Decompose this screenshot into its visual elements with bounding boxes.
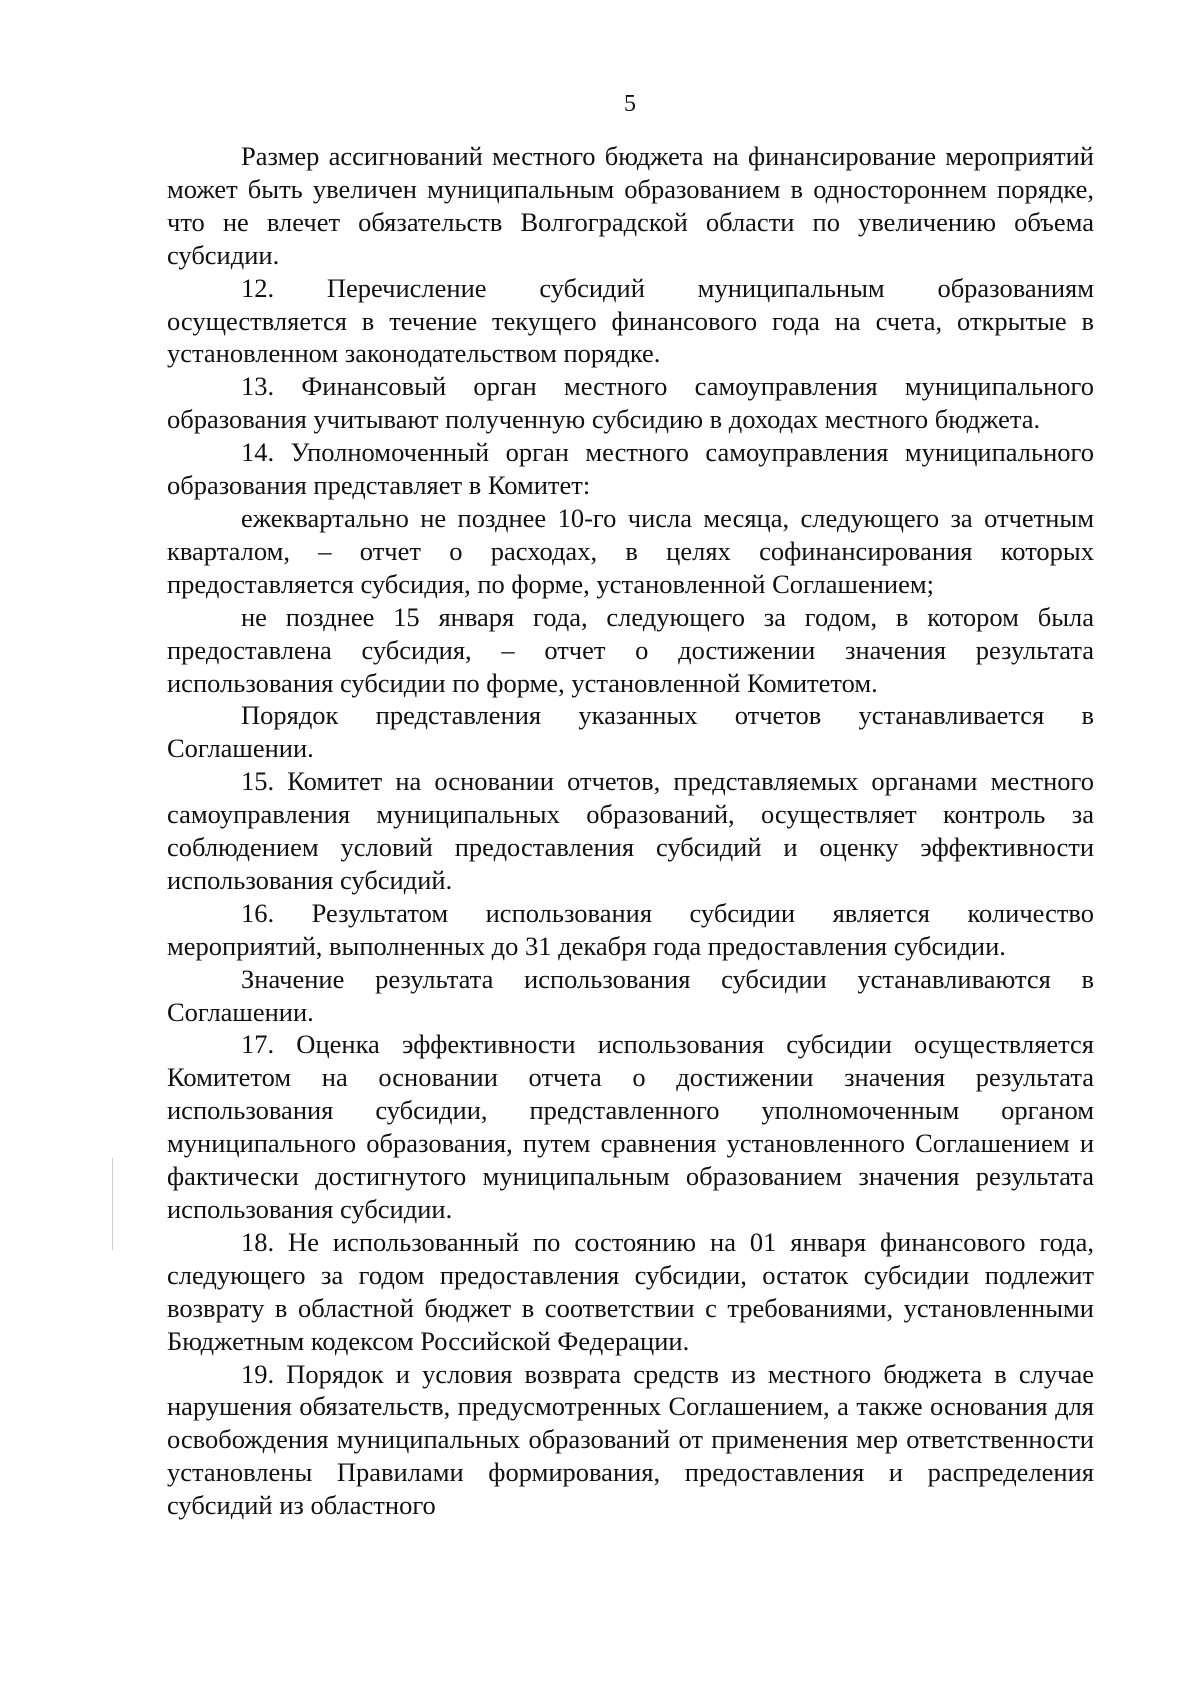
document-body xyxy=(167,140,1094,1522)
paragraph-17: 17. Оценка эффективности использования субсидии осуществляется Комитетом на основании отчета о достижении значения результата использования субсидии, представленного уполномоченным органом муниципального образования, путем сравнения установленного Соглашением и фактически достигнутого муниципальным образованием значения результата использования субсидии. xyxy=(167,1029,1094,1224)
paragraph-reports-procedure: Порядок представления указанных отчетов устанавливается в Соглашении. xyxy=(167,700,1094,764)
paragraph-15: 15. Комитет на основании отчетов, представляемых органами местного самоуправления муниципальных образований, осуществляет контроль за соблюдением условий предоставления субсидий и оценку эффективности использования субсидий. xyxy=(167,766,1094,895)
paragraph-result-value: Значение результата использования субсидии устанавливаются в Соглашении. xyxy=(167,963,1094,1027)
paragraph-14: 14. Уполномоченный орган местного самоуправления муниципального образования представляет в Комитет: xyxy=(167,437,1094,501)
paragraph-19: 19. Порядок и условия возврата средств из местного бюджета в случае нарушения обязательств, предусмотренных Соглашением, а также основания для освобождения муниципальных образований от применения мер ответственности установлены Правилами формирования, предоставления и распределения субсидий из областного xyxy=(167,1358,1094,1521)
paragraph-12: 12. Перечисление субсидий муниципальным образованиям осуществляется в течение текущего финансового года на счета, открытые в установленном законодательством порядке. xyxy=(167,272,1094,369)
paragraph-budget-size: Размер ассигнований местного бюджета на финансирование мероприятий может быть увеличен муниципальным образованием в одностороннем порядке, что не влечет обязательств Волгоградской области по увеличению объема субсидии. xyxy=(167,141,1094,270)
paragraph-13: 13. Финансовый орган местного самоуправления муниципального образования учитывают полученную субсидию в доходах местного бюджета. xyxy=(167,371,1094,435)
paragraph-18: 18. Не использованный по состоянию на 01 января финансового года, следующего за годом предоставления субсидии, остаток субсидии подлежит возврату в областной бюджет в соответствии с требованиями, установленными Бюджетным кодексом Российской Федерации. xyxy=(167,1226,1094,1356)
page-number: 5 xyxy=(624,91,636,117)
paragraph-14-quarterly-report: ежеквартально не позднее 10-го числа месяца, следующего за отчетным кварталом, – отчет о расходах, в целях софинансирования которых предоставляется субсидия, по форме, установленной Соглашением; xyxy=(167,502,1094,599)
scan-margin-mark xyxy=(112,1158,113,1250)
paragraph-16: 16. Результатом использования субсидии является количество мероприятий, выполненных до 31 декабря года предоставления субсидии. xyxy=(167,897,1094,961)
paragraph-14-annual-report: не позднее 15 января года, следующего за годом, в котором была предоставлена субсидия, – отчет о достижении значения результата использования субсидии по форме, установленной Комитетом. xyxy=(167,601,1094,698)
